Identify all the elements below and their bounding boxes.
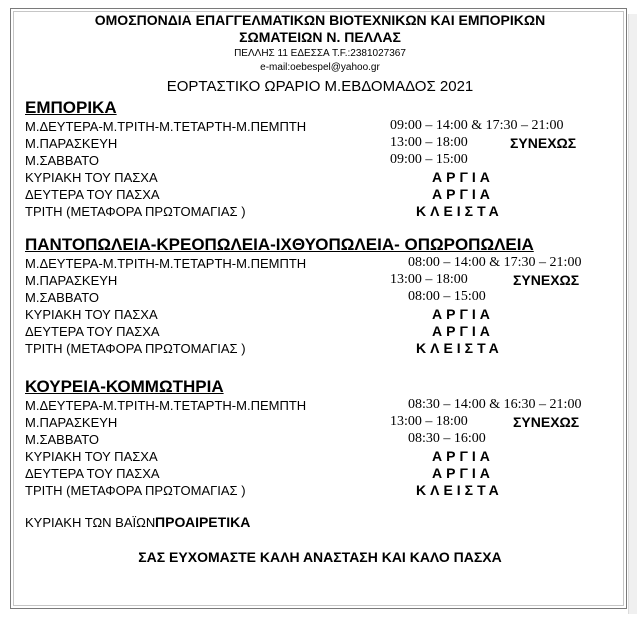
row-label: Μ.ΣΑΒΒΑΤΟ [25,153,100,168]
row-status: ΑΡΓΙΑ [432,169,494,185]
row-hours: 13:00 – 18:00 [390,414,468,429]
easter-greeting: ΣΑΣ ΕΥΧΟΜΑΣΤΕ ΚΑΛΗ ΑΝΑΣΤΑΣΗ ΚΑΙ ΚΑΛΟ ΠΑΣΧΑ [138,549,502,565]
section-title-grocery: ΠΑΝΤΟΠΩΛΕΙΑ-ΚΡΕΟΠΩΛΕΙΑ-ΙΧΘΥΟΠΩΛΕΙΑ- ΟΠΩΡΟΠΩΛΕΙΑ [25,235,534,254]
row-hours: 08:00 – 15:00 [408,289,486,304]
row-label: Μ.ΣΑΒΒΑΤΟ [25,432,100,447]
row-label: Μ.ΔΕΥΤΕΡΑ-Μ.ΤΡΙΤΗ-Μ.ΤΕΤΑΡΤΗ-Μ.ΠΕΜΠΤΗ [25,119,307,134]
row-label: ΚΥΡΙΑΚΗ ΤΟΥ ΠΑΣΧΑ [25,449,158,464]
row-hours: 13:00 – 18:00 [390,272,468,287]
row-label: Μ.ΠΑΡΑΣΚΕΥΗ [25,273,118,288]
row-status: ΚΛΕΙΣΤΑ [416,482,503,498]
section-title-barbers: ΚΟΥΡΕΙΑ-ΚΟΜΜΩΤΗΡΙΑ [25,377,224,396]
row-note: ΣΥΝΕΧΩΣ [513,414,580,430]
row-label: Μ.ΠΑΡΑΣΚΕΥΗ [25,136,118,151]
row-label: ΤΡΙΤΗ (ΜΕΤΑΦΟΡΑ ΠΡΩΤΟΜΑΓΙΑΣ ) [25,204,246,219]
row-label: ΔΕΥΤΕΡΑ ΤΟΥ ΠΑΣΧΑ [25,187,160,202]
row-hours: 09:00 – 15:00 [390,152,468,167]
federation-title: ΟΜΟΣΠΟΝΔΙΑ ΕΠΑΓΓΕΛΜΑΤΙΚΩΝ ΒΙΟΤΕΧΝΙΚΩΝ ΚΑΙ ΕΜΠΟΡΙΚΩΝ [94,12,546,28]
row-note: ΣΥΝΕΧΩΣ [513,272,580,288]
row-label: ΚΥΡΙΑΚΗ ΤΟΥ ΠΑΣΧΑ [25,307,158,322]
row-status: ΚΛΕΙΣΤΑ [416,340,503,356]
palm-sunday-label: ΚΥΡΙΑΚΗ ΤΩΝ ΒΑΪΩΝ [25,515,156,530]
row-label: Μ.ΔΕΥΤΕΡΑ-Μ.ΤΡΙΤΗ-Μ.ΤΕΤΑΡΤΗ-Μ.ΠΕΜΠΤΗ [25,256,307,271]
row-hours: 09:00 – 14:00 & 17:30 – 21:00 [390,118,564,133]
row-status: ΑΡΓΙΑ [432,306,494,322]
row-label: ΚΥΡΙΑΚΗ ΤΟΥ ΠΑΣΧΑ [25,170,158,185]
row-status: ΑΡΓΙΑ [432,448,494,464]
row-label: ΔΕΥΤΕΡΑ ΤΟΥ ΠΑΣΧΑ [25,324,160,339]
row-status: ΑΡΓΙΑ [432,186,494,202]
federation-subtitle: ΣΩΜΑΤΕΙΩΝ Ν. ΠΕΛΛΑΣ [239,29,401,45]
row-label: ΤΡΙΤΗ (ΜΕΤΑΦΟΡΑ ΠΡΩΤΟΜΑΓΙΑΣ ) [25,341,246,356]
row-hours: 08:30 – 14:00 & 16:30 – 21:00 [408,397,582,412]
schedule-title: ΕΟΡΤΑΣΤΙΚΟ ΩΡΑΡΙΟ Μ.ΕΒΔΟΜΑΔΟΣ 2021 [166,78,474,95]
section-title-commercial: ΕΜΠΟΡΙΚΑ [25,98,117,117]
row-label: Μ.ΣΑΒΒΑΤΟ [25,290,100,305]
row-label: ΔΕΥΤΕΡΑ ΤΟΥ ΠΑΣΧΑ [25,466,160,481]
row-hours: 13:00 – 18:00 [390,135,468,150]
row-status: ΚΛΕΙΣΤΑ [416,203,503,219]
row-note: ΣΥΝΕΧΩΣ [510,135,577,151]
row-hours: 08:00 – 14:00 & 17:30 – 21:00 [408,255,582,270]
email-line: e-mail:oebespel@yahoo.gr [260,62,380,73]
palm-sunday-value: ΠΡΟΑΙΡΕΤΙΚΑ [155,514,251,530]
row-label: Μ.ΠΑΡΑΣΚΕΥΗ [25,415,118,430]
address-line: ΠΕΛΛΗΣ 11 ΕΔΕΣΣΑ T.F.:2381027367 [234,48,406,59]
row-label: Μ.ΔΕΥΤΕΡΑ-Μ.ΤΡΙΤΗ-Μ.ΤΕΤΑΡΤΗ-Μ.ΠΕΜΠΤΗ [25,398,307,413]
scrollbar[interactable] [628,14,637,614]
row-hours: 08:30 – 16:00 [408,431,486,446]
row-label: ΤΡΙΤΗ (ΜΕΤΑΦΟΡΑ ΠΡΩΤΟΜΑΓΙΑΣ ) [25,483,246,498]
row-status: ΑΡΓΙΑ [432,323,494,339]
row-status: ΑΡΓΙΑ [432,465,494,481]
